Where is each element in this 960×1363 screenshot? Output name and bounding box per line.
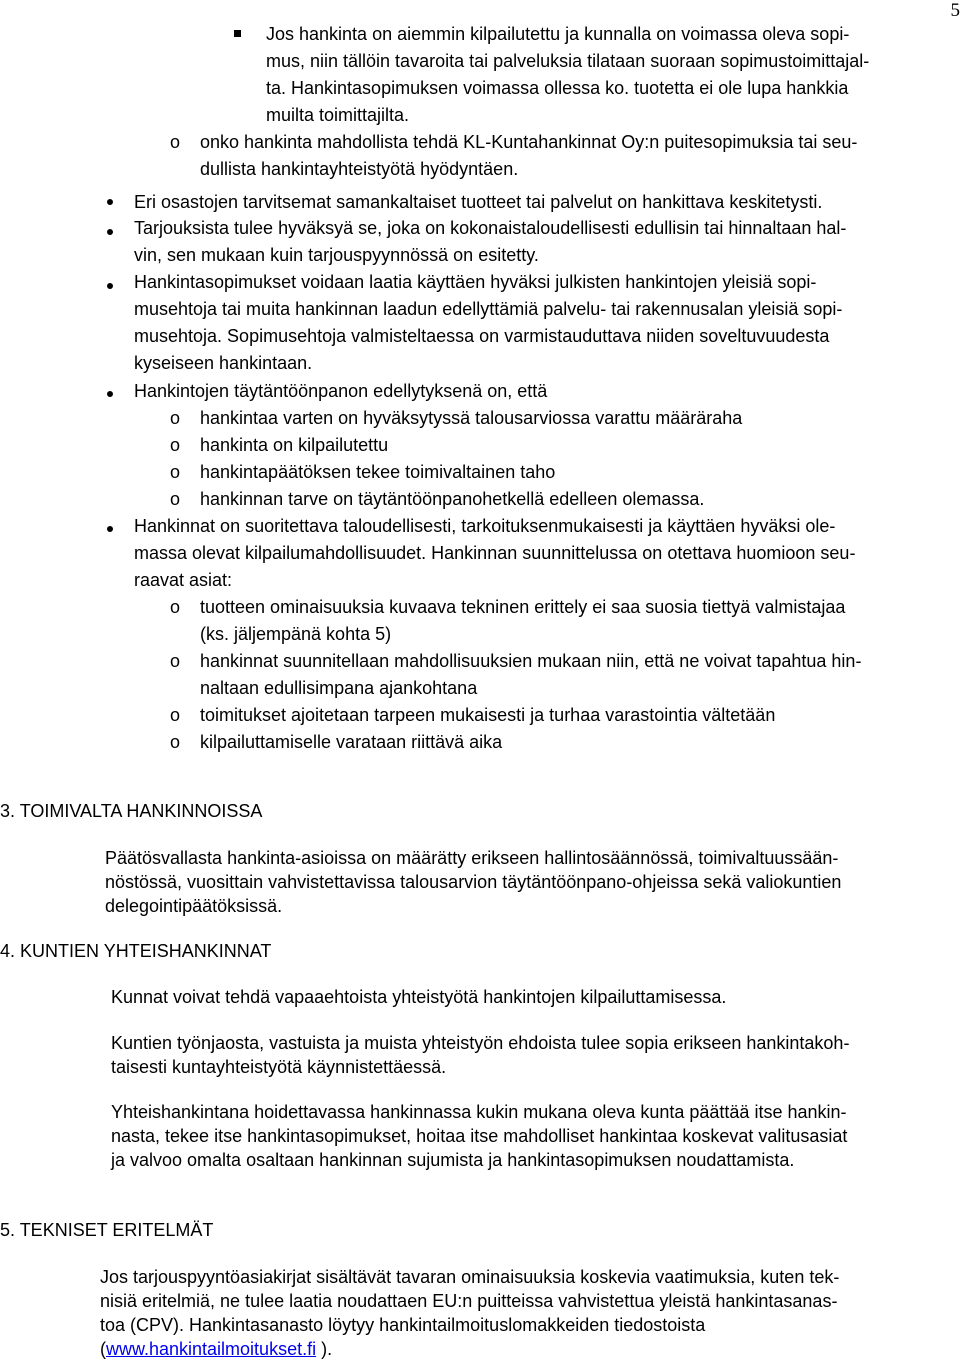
- text-line: nisiä eritelmiä, ne tulee laatia noudattaen EU:n puitteissa vahvistettua yleistä hankintasanas-: [100, 1288, 837, 1315]
- text-line: toa (CPV). Hankintasanasto löytyy hankintailmoituslomakkeiden tiedostoista: [100, 1312, 705, 1339]
- text-line: taisesti kuntayhteistyötä käynnistettäessä.: [111, 1054, 446, 1081]
- square-bullet-icon: [234, 30, 241, 37]
- circle-bullet-icon: o: [170, 702, 180, 729]
- paren-close: ).: [316, 1339, 332, 1359]
- text-line: Jos hankinta on aiemmin kilpailutettu ja kunnalla on voimassa oleva sopi-: [266, 21, 849, 48]
- text-line: Hankintojen täytäntöönpanon edellytyksenä on, että: [134, 378, 547, 405]
- circle-bullet-icon: o: [170, 486, 180, 513]
- text-line: Eri osastojen tarvitsemat samankaltaiset tuotteet tai palvelut on hankittava keskitetysti.: [134, 189, 822, 216]
- heading-text: 3. TOIMIVALTA HANKINNOISSA: [0, 798, 262, 825]
- text-line: [100, 1336, 332, 1363]
- text-line: Hankintasopimukset voidaan laatia käyttäen hyväksi julkisten hankintojen yleisiä sopi-: [134, 269, 816, 296]
- text-line: hankinta on kilpailutettu: [200, 432, 388, 459]
- circle-bullet-icon: o: [170, 459, 180, 486]
- bullet-icon: [107, 229, 113, 235]
- bullet-icon: [107, 199, 113, 205]
- text-line: kyseiseen hankintaan.: [134, 350, 312, 377]
- text-line: hankinnan tarve on täytäntöönpanohetkellä edelleen olemassa.: [200, 486, 704, 513]
- circle-bullet-icon: o: [170, 129, 180, 156]
- bullet-icon: [107, 283, 113, 289]
- text-line: ta. Hankintasopimuksen voimassa ollessa ko. tuotetta ei ole lupa hankkia: [266, 75, 848, 102]
- text-line: musehtoja tai muita hankinnan laadun edellyttämiä palvelu- tai rakennusalan yleisiä sopi-: [134, 296, 842, 323]
- text-line: Hankinnat on suoritettava taloudellisesti, tarkoituksenmukaisesti ja käyttäen hyväksi ole-: [134, 513, 835, 540]
- text-line: vin, sen mukaan kuin tarjouspyynnössä on esitetty.: [134, 242, 539, 269]
- text-line: nöstössä, vuosittain vahvistettavissa talousarvion täytäntöönpano-ohjeissa sekä valiokuntien: [105, 869, 841, 896]
- text-line: naltaan edullisimpana ajankohtana: [200, 675, 477, 702]
- text-line: onko hankinta mahdollista tehdä KL-Kuntahankinnat Oy:n puitesopimuksia tai seu-: [200, 129, 857, 156]
- heading-text: 4. KUNTIEN YHTEISHANKINNAT: [0, 938, 271, 965]
- text-line: mus, niin tällöin tavaroita tai palveluksia tilataan suoraan sopimustoimittajal-: [266, 48, 869, 75]
- text-line: dullista hankintayhteistyötä hyödyntäen.: [200, 156, 518, 183]
- text-line: muilta toimittajilta.: [266, 102, 409, 129]
- text-line: toimitukset ajoitetaan tarpeen mukaisesti ja turhaa varastointia vältetään: [200, 702, 775, 729]
- text-line: nasta, tekee itse hankintasopimukset, hoitaa itse mahdolliset hankintaa koskevat valitusasiat: [111, 1123, 847, 1150]
- text-line: Tarjouksista tulee hyväksyä se, joka on kokonaistaloudellisesti edullisin tai hinnaltaan hal-: [134, 215, 846, 242]
- text-line: massa olevat kilpailumahdollisuudet. Hankinnan suunnittelussa on otettava huomioon seu-: [134, 540, 855, 567]
- bullet-icon: [107, 526, 113, 532]
- circle-bullet-icon: o: [170, 729, 180, 756]
- circle-bullet-icon: o: [170, 432, 180, 459]
- text-line: kilpailuttamiselle varataan riittävä aika: [200, 729, 502, 756]
- paren-open: (: [100, 1339, 106, 1359]
- bullet-icon: [107, 391, 113, 397]
- page-number: 5: [951, 0, 960, 22]
- heading-text: 5. TEKNISET ERITELMÄT: [0, 1217, 213, 1244]
- text-line: musehtoja. Sopimusehtoja valmisteltaessa on varmistauduttava niiden soveltuvuudesta: [134, 323, 829, 350]
- text-line: raavat asiat:: [134, 567, 232, 594]
- text-line: delegointipäätöksissä.: [105, 893, 282, 920]
- text-line: hankintaa varten on hyväksytyssä talousarviossa varattu määräraha: [200, 405, 742, 432]
- text-line: Kunnat voivat tehdä vapaaehtoista yhteistyötä hankintojen kilpailuttamisessa.: [111, 984, 726, 1011]
- text-line: Yhteishankintana hoidettavassa hankinnassa kukin mukana oleva kunta päättää itse hankin-: [111, 1099, 847, 1126]
- hankintailmoitukset-link[interactable]: www.hankintailmoitukset.fi: [106, 1339, 316, 1359]
- text-line: tuotteen ominaisuuksia kuvaava tekninen erittely ei saa suosia tiettyä valmistajaa: [200, 594, 845, 621]
- text-line: Päätösvallasta hankinta-asioissa on määrätty erikseen hallintosäännössä, toimivaltuussään-: [105, 845, 838, 872]
- text-line: Kuntien työnjaosta, vastuista ja muista yhteistyön ehdoista tulee sopia erikseen hankintakoh-: [111, 1030, 849, 1057]
- circle-bullet-icon: o: [170, 648, 180, 675]
- text-line: Jos tarjouspyyntöasiakirjat sisältävät tavaran ominaisuuksia koskevia vaatimuksia, kuten tek-: [100, 1264, 839, 1291]
- text-line: hankintapäätöksen tekee toimivaltainen taho: [200, 459, 555, 486]
- text-line: (ks. jäljempänä kohta 5): [200, 621, 391, 648]
- circle-bullet-icon: o: [170, 405, 180, 432]
- text-line: ja valvoo omalta osaltaan hankinnan sujumista ja hankintasopimuksen noudattamista.: [111, 1147, 794, 1174]
- text-line: hankinnat suunnitellaan mahdollisuuksien mukaan niin, että ne voivat tapahtua hin-: [200, 648, 861, 675]
- circle-bullet-icon: o: [170, 594, 180, 621]
